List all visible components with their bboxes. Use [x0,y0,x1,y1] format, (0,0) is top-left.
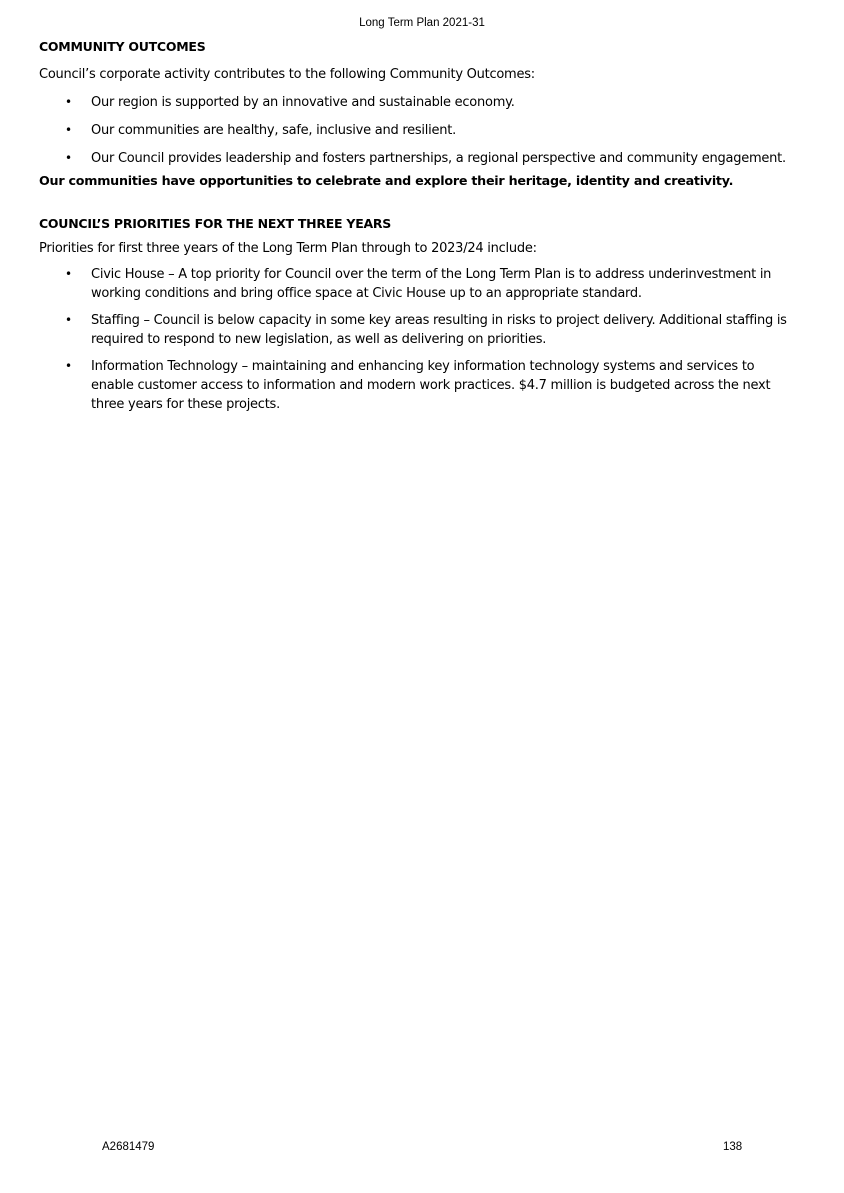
priorities-intro: Priorities for first three years of the Long Term Plan through to 2023/24 include: [39,241,537,256]
list-item-text: Our communities are healthy, safe, inclusive and resilient. [91,123,456,138]
community-outcomes-heading: COMMUNITY OUTCOMES [39,39,206,54]
bullet-icon: • [65,267,72,281]
list-item [39,121,791,140]
page-header-title: Long Term Plan 2021-31 [359,17,485,29]
list-item [39,357,791,414]
list-item [39,149,791,168]
list-item-text: Our Council provides leadership and fosters partnerships, a regional perspective and community engagement. [91,151,786,166]
list-item-text: Information Technology – maintaining and enhancing key information technology systems and services to enable customer access to information and modern work practices. $4.7 million is budgeted across the next three years for these projects. [91,359,771,412]
list-item-text: Staffing – Council is below capacity in some key areas resulting in risks to project delivery. Additional staffing is required to respond to new legislation, as well as delivering on priorities. [91,313,787,347]
priorities-list [39,265,791,414]
document-id: A2681479 [102,1141,155,1153]
community-outcomes-intro: Council’s corporate activity contributes to the following Community Outcomes: [39,67,535,82]
page-number: 138 [723,1141,743,1153]
priorities-heading: COUNCIL’S PRIORITIES FOR THE NEXT THREE YEARS [39,216,392,231]
list-item [39,265,791,303]
list-item [39,93,791,112]
list-item [39,311,791,349]
bullet-icon: • [65,313,72,327]
list-item-text: Our region is supported by an innovative and sustainable economy. [91,95,515,110]
bullet-icon: • [65,95,72,109]
document-body [39,37,791,422]
heritage-statement: Our communities have opportunities to celebrate and explore their heritage, identity and creativity. [39,173,734,188]
list-item-text: Civic House – A top priority for Council over the term of the Long Term Plan is to address underinvestment in working conditions and bring office space at Civic House up to an appropriate standard. [91,267,772,301]
bullet-icon: • [65,151,72,165]
community-outcomes-list [39,93,791,168]
bullet-icon: • [65,123,72,137]
bullet-icon: • [65,359,72,373]
